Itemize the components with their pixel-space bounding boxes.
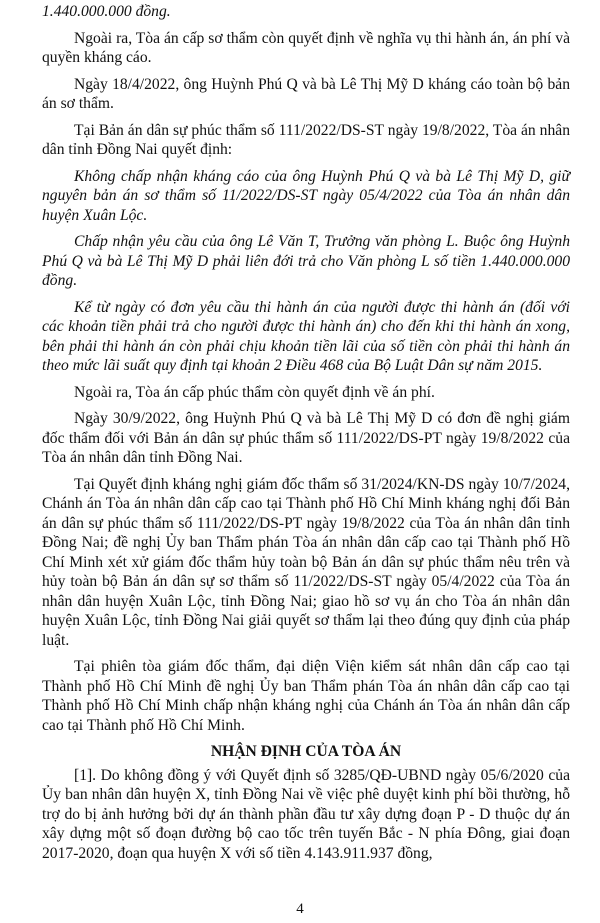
- paragraph-cassation-request: Ngày 30/9/2022, ông Huỳnh Phú Q và bà Lê Thị Mỹ D có đơn đề nghị giám đốc thẩm đối với Bản án dân sự phúc thẩm số 111/2022/DS-PT ngày 19/8/2022 của Tòa án nhân dân tỉnh Đồng Nai.: [42, 410, 570, 466]
- paragraph-appeal-date: Ngày 18/4/2022, ông Huỳnh Phú Q và bà Lê Thị Mỹ D kháng cáo toàn bộ bản án sơ thẩm.: [42, 75, 570, 112]
- paragraph-first-instance-other-decisions: Ngoài ra, Tòa án cấp sơ thẩm còn quyết định về nghĩa vụ thi hành án, án phí và quyền kháng cáo.: [42, 29, 570, 66]
- paragraph-amount-continuation: 1.440.000.000 đồng.: [42, 3, 171, 20]
- paragraph-procuracy-opinion: Tại phiên tòa giám đốc thẩm, đại diện Viện kiểm sát nhân dân cấp cao tại Thành phố Hồ Chí Minh đề nghị Ủy ban Thẩm phán Tòa án nhân dân cấp cao tại Thành phố Hồ Chí Minh chấp nhận kháng nghị của Chánh án Tòa án nhân dân cấp cao tại Thành phố Hồ Chí Minh.: [42, 658, 570, 734]
- paragraph-claim-accepted: Chấp nhận yêu cầu của ông Lê Văn T, Trưởng văn phòng L. Buộc ông Huỳnh Phú Q và bà Lê Thị Mỹ D phải liên đới trả cho Văn phòng L số tiền 1.440.000.000 đồng.: [42, 233, 570, 289]
- paragraph-reasoning-1: [1]. Do không đồng ý với Quyết định số 3285/QĐ-UBND ngày 05/6/2020 của Ủy ban nhân dân huyện X, tỉnh Đồng Nai về việc phê duyệt kinh phí bồi thường, hỗ trợ do bị ảnh hưởng bởi dự án thành phần đầu tư xây dựng đoạn P - D thuộc dự án xây dựng một số đoạn đường bộ cao tốc trên tuyến Bắc - N phía Đông, giai đoạn 2017-2020, đoạn qua huyện X với số tiền 4.143.911.937 đồng,: [42, 766, 570, 862]
- paragraph-appeal-rejected: Không chấp nhận kháng cáo của ông Huỳnh Phú Q và bà Lê Thị Mỹ D, giữ nguyên bản án sơ thẩm số 11/2022/DS-ST ngày 05/4/2022 của Tòa án nhân dân huyện Xuân Lộc.: [42, 167, 570, 224]
- document-body: [42, 2, 570, 870]
- page-number: 4: [296, 901, 304, 917]
- paragraph-interest-clause: Kể từ ngày có đơn yêu cầu thi hành án của người được thi hành án (đối với các khoản tiền phải trả cho người được thi hành án) cho đến khi thi hành án xong, bên phải thi hành án còn phải chịu khoản tiền lãi của số tiền còn phải thi hành án theo mức lãi suất quy định tại khoản 2 Điều 468 của Bộ Luật Dân sự năm 2015.: [42, 298, 570, 374]
- paragraph-appellate-judgment: Tại Bản án dân sự phúc thẩm số 111/2022/DS-ST ngày 19/8/2022, Tòa án nhân dân tỉnh Đồng Nai quyết định:: [42, 121, 570, 158]
- paragraph-cassation-protest-decision: Tại Quyết định kháng nghị giám đốc thẩm số 31/2024/KN-DS ngày 10/7/2024, Chánh án Tòa án nhân dân cấp cao tại Thành phố Hồ Chí Minh kháng nghị đối Bản án dân sự phúc thẩm số 111/2022/DS-PT ngày 19/8/2022 của Tòa án nhân dân tỉnh Đồng Nai; đề nghị Ủy ban Thẩm phán Tòa án nhân dân cấp cao tại Thành phố Hồ Chí Minh xét xử giám đốc thẩm hủy toàn bộ Bản án dân sự phúc thẩm nêu trên và hủy toàn bộ Bản án dân sự sơ thẩm số 11/2022/DS-ST ngày 05/4/2022 của Tòa án nhân dân huyện Xuân Lộc, tỉnh Đồng Nai; giao hồ sơ vụ án cho Tòa án nhân dân huyện Xuân Lộc, tỉnh Đồng Nai giải quyết sơ thẩm lại theo đúng quy định của pháp luật.: [42, 475, 570, 649]
- paragraph-appellate-court-fees: Ngoài ra, Tòa án cấp phúc thẩm còn quyết định về án phí.: [74, 383, 435, 401]
- section-heading: NHẬN ĐỊNH CỦA TÒA ÁN: [210, 743, 402, 760]
